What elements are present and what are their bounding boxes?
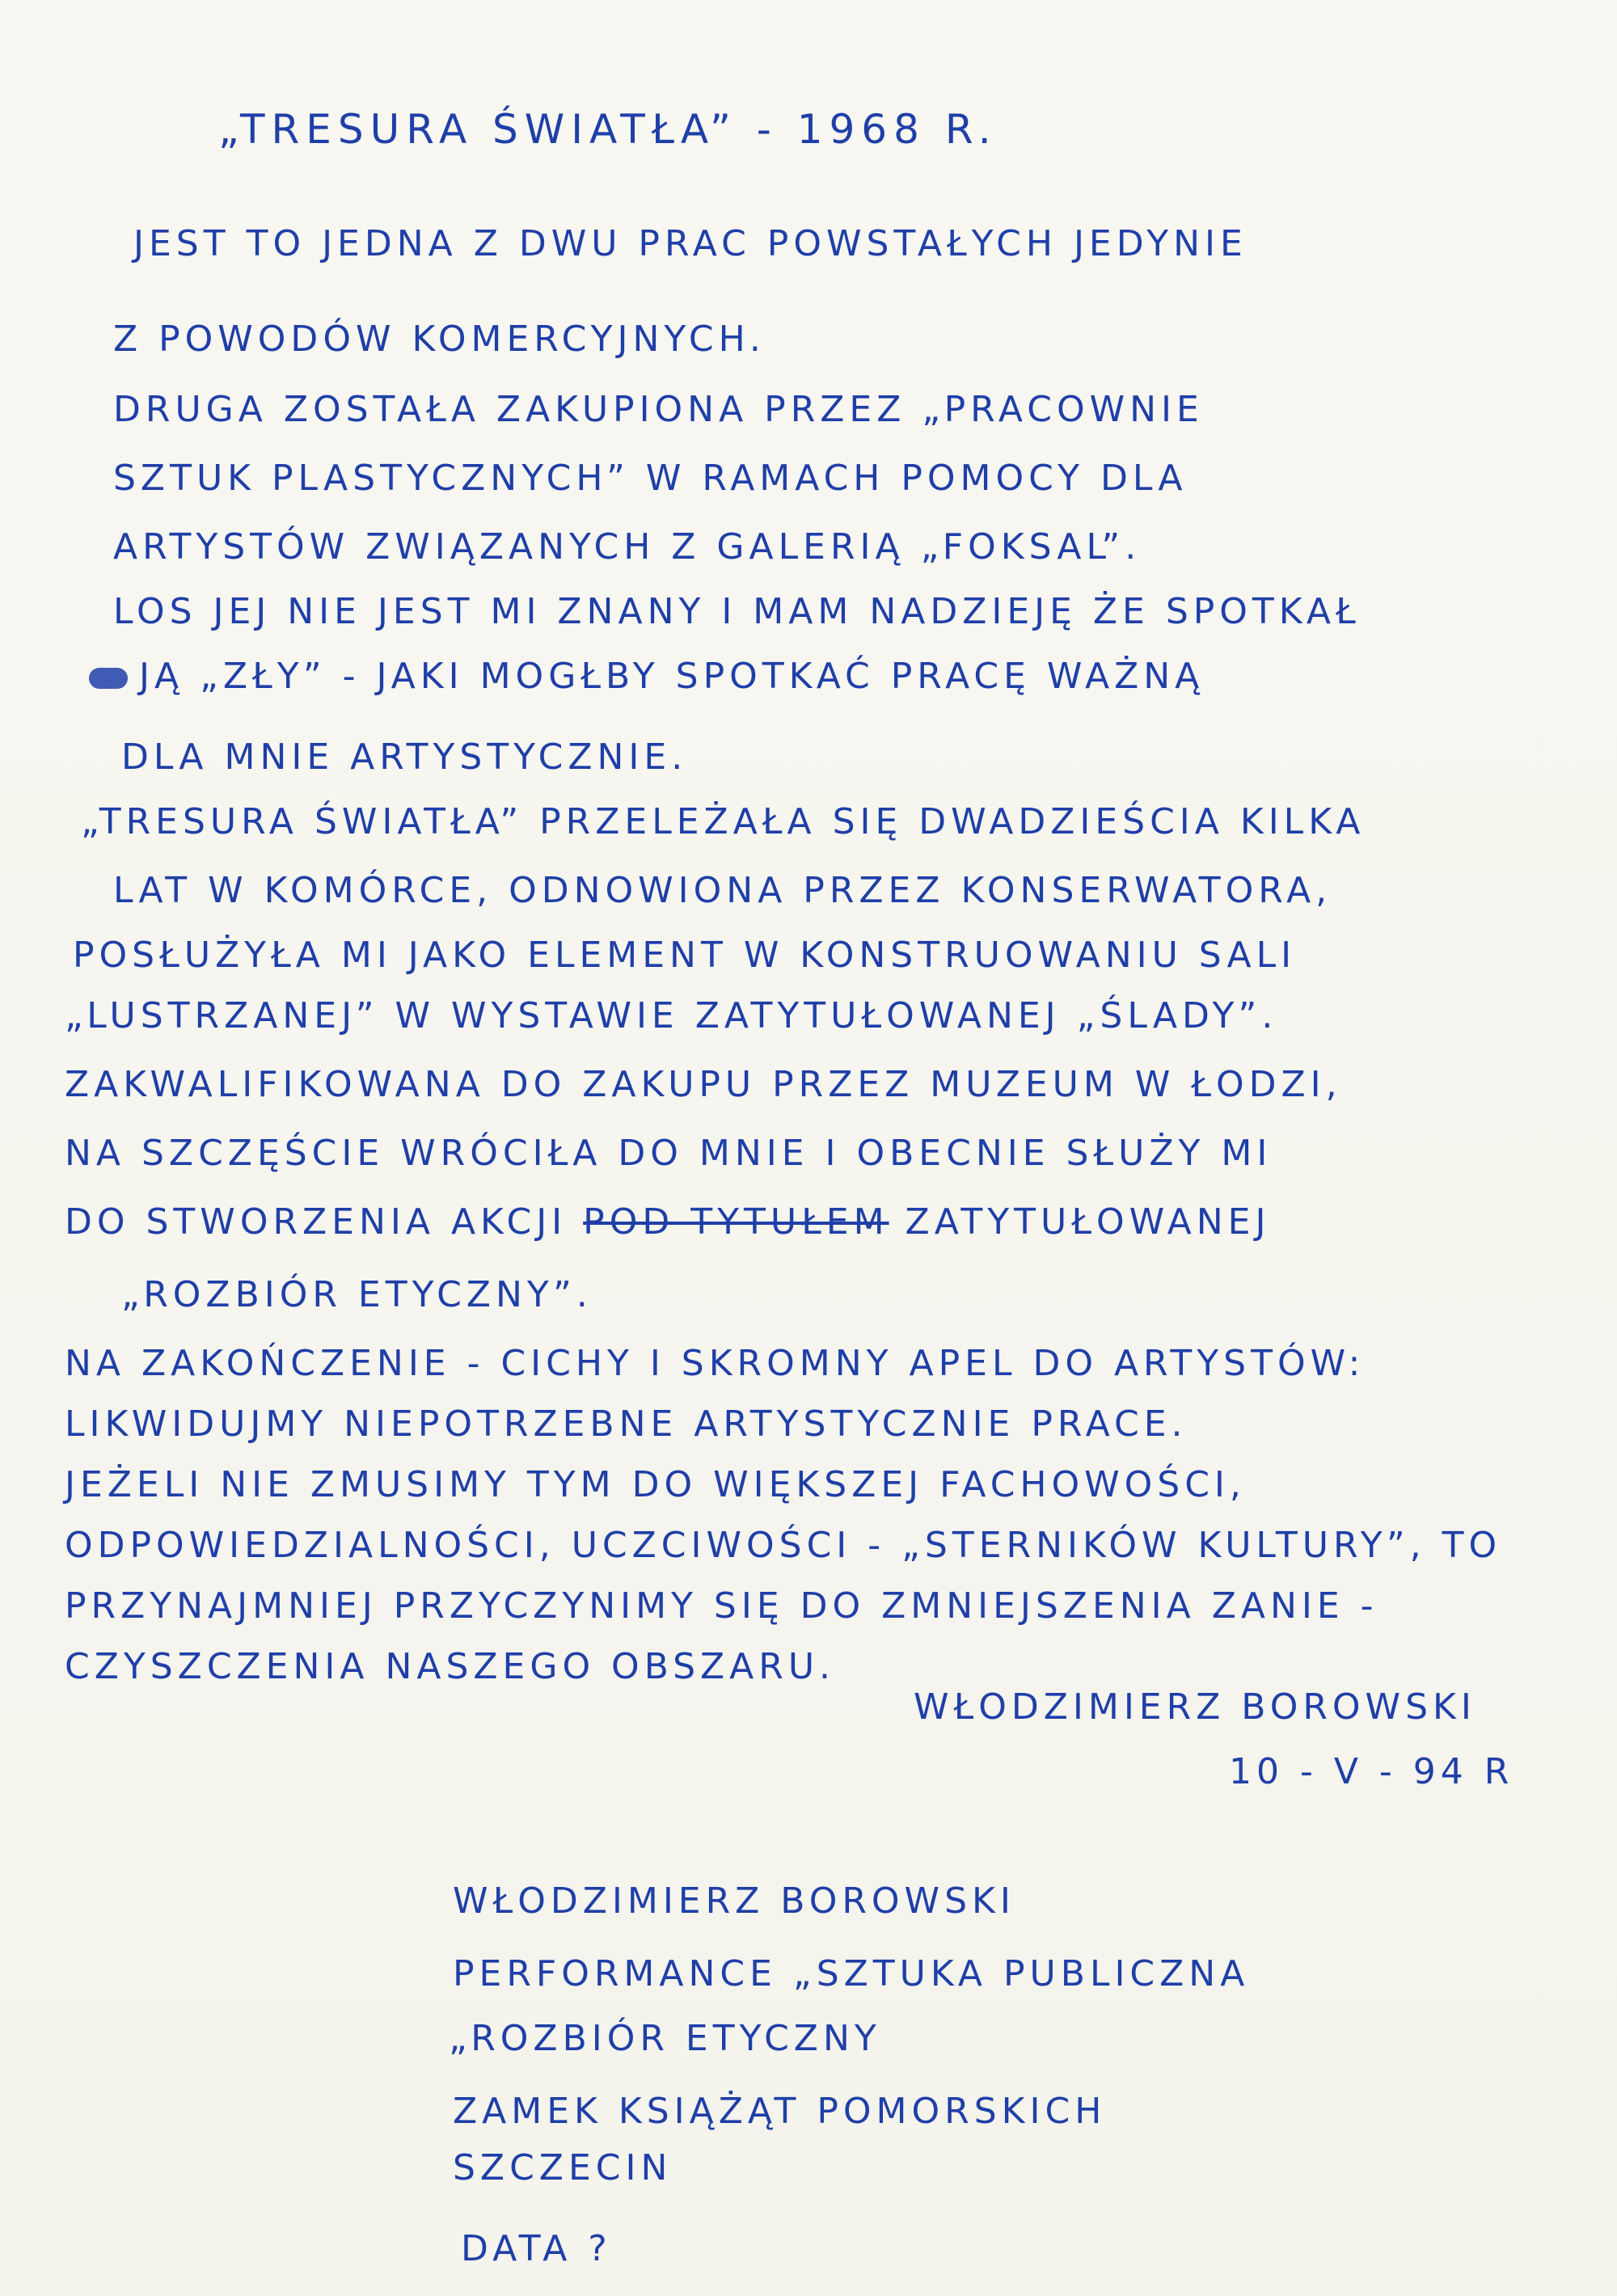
text-line-with-strikethrough <box>65 1201 1271 1243</box>
text-line: CZYSZCZENIA NASZEGO OBSZARU. <box>65 1646 836 1687</box>
ink-scribble <box>89 668 128 689</box>
text-line: NA ZAKOŃCZENIE - CICHY I SKROMNY APEL DO ARTYSTÓW: <box>65 1343 1366 1384</box>
text-line: „TRESURA ŚWIATŁA” PRZELEŻAŁA SIĘ DWADZIEŚCIA KILKA <box>81 801 1366 842</box>
text-line: DRUGA ZOSTAŁA ZAKUPIONA PRZEZ „PRACOWNIE <box>113 389 1204 430</box>
document-title: „TRESURA ŚWIATŁA” - 1968 R. <box>218 106 998 153</box>
footer-line: WŁODZIMIERZ BOROWSKI <box>453 1880 1015 1922</box>
signature-date: 10 - V - 94 R <box>1229 1751 1514 1792</box>
text-line: ARTYSTÓW ZWIĄZANYCH Z GALERIĄ „FOKSAL”. <box>113 526 1142 568</box>
text-line: PRZYNAJMNIEJ PRZYCZYNIMY SIĘ DO ZMNIEJSZENIA ZANIE - <box>65 1585 1378 1627</box>
text-segment: ZATYTUŁOWANEJ <box>905 1201 1271 1243</box>
text-line: LOS JEJ NIE JEST MI ZNANY I MAM NADZIEJĘ ŻE SPOTKAŁ <box>113 591 1361 632</box>
text-line: JĄ „ZŁY” - JAKI MOGŁBY SPOTKAĆ PRACĘ WAŻNĄ <box>139 656 1205 697</box>
text-line: „LUSTRZANEJ” W WYSTAWIE ZATYTUŁOWANEJ „ŚLADY”. <box>65 995 1278 1036</box>
text-line: Z POWODÓW KOMERCYJNYCH. <box>113 319 766 360</box>
footer-line: ZAMEK KSIĄŻĄT POMORSKICH <box>453 2091 1107 2132</box>
text-segment: DO STWORZENIA AKCJI <box>65 1201 568 1243</box>
text-line: JEST TO JEDNA Z DWU PRAC POWSTAŁYCH JEDYNIE <box>133 223 1248 264</box>
text-line: JEŻELI NIE ZMUSIMY TYM DO WIĘKSZEJ FACHOWOŚCI, <box>65 1464 1246 1505</box>
text-line: ODPOWIEDZIALNOŚCI, UCZCIWOŚCI - „STERNIKÓW KULTURY”, TO <box>65 1525 1502 1566</box>
text-line: LAT W KOMÓRCE, ODNOWIONA PRZEZ KONSERWATORA, <box>113 870 1332 911</box>
text-line-with-scribble <box>89 656 1205 697</box>
text-line: ZAKWALIFIKOWANA DO ZAKUPU PRZEZ MUZEUM W ŁODZI, <box>65 1064 1342 1105</box>
text-line: LIKWIDUJMY NIEPOTRZEBNE ARTYSTYCZNIE PRACE. <box>65 1403 1188 1445</box>
signature: WŁODZIMIERZ BOROWSKI <box>914 1686 1476 1728</box>
footer-line: PERFORMANCE „SZTUKA PUBLICZNA <box>453 1953 1250 1994</box>
text-line: NA SZCZĘŚCIE WRÓCIŁA DO MNIE I OBECNIE SŁUŻY MI <box>65 1133 1273 1174</box>
crossed-out-text: POD TYTUŁEM <box>583 1201 889 1243</box>
text-line: SZTUK PLASTYCZNYCH” W RAMACH POMOCY DLA <box>113 458 1188 499</box>
text-line: „ROZBIÓR ETYCZNY”. <box>121 1274 593 1315</box>
footer-line: DATA ? <box>461 2228 612 2269</box>
footer-line: SZCZECIN <box>453 2147 673 2188</box>
text-line: POSŁUŻYŁA MI JAKO ELEMENT W KONSTRUOWANIU SALI <box>73 935 1297 976</box>
footer-line: „ROZBIÓR ETYCZNY <box>449 2018 881 2059</box>
text-line: DLA MNIE ARTYSTYCZNIE. <box>121 736 688 778</box>
